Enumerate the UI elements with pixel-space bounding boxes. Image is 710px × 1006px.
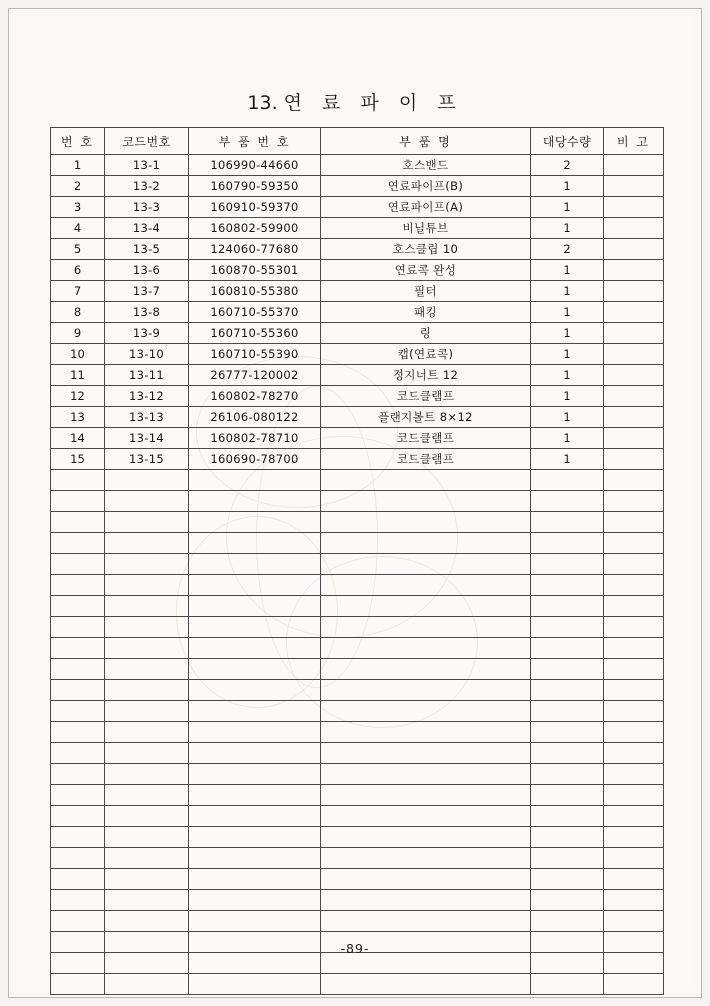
empty-cell <box>189 974 321 995</box>
cell-no: 10 <box>51 344 105 365</box>
cell-part: 160802-78710 <box>189 428 321 449</box>
table-row-empty <box>51 911 664 932</box>
empty-cell <box>531 869 604 890</box>
empty-cell <box>604 575 664 596</box>
empty-cell <box>105 554 189 575</box>
empty-cell <box>189 848 321 869</box>
empty-cell <box>604 743 664 764</box>
cell-name: 링 <box>321 323 531 344</box>
cell-no: 6 <box>51 260 105 281</box>
empty-cell <box>321 638 531 659</box>
cell-remark <box>604 176 664 197</box>
empty-cell <box>321 533 531 554</box>
cell-no: 13 <box>51 407 105 428</box>
empty-cell <box>531 491 604 512</box>
cell-name: 비닐튜브 <box>321 218 531 239</box>
empty-cell <box>604 512 664 533</box>
empty-cell <box>105 722 189 743</box>
table-row-empty <box>51 743 664 764</box>
cell-no: 9 <box>51 323 105 344</box>
cell-part: 26777-120002 <box>189 365 321 386</box>
cell-code: 13-9 <box>105 323 189 344</box>
empty-cell <box>531 722 604 743</box>
empty-cell <box>105 638 189 659</box>
cell-remark <box>604 365 664 386</box>
empty-cell <box>604 848 664 869</box>
empty-cell <box>604 827 664 848</box>
empty-cell <box>51 554 105 575</box>
cell-code: 13-4 <box>105 218 189 239</box>
empty-cell <box>604 890 664 911</box>
cell-remark <box>604 407 664 428</box>
cell-name: 연료콕 완성 <box>321 260 531 281</box>
cell-qty: 1 <box>531 281 604 302</box>
empty-cell <box>189 701 321 722</box>
column-header-remark: 비 고 <box>604 128 664 155</box>
empty-cell <box>105 470 189 491</box>
empty-cell <box>531 806 604 827</box>
empty-cell <box>531 533 604 554</box>
empty-cell <box>531 680 604 701</box>
empty-cell <box>51 638 105 659</box>
cell-code: 13-8 <box>105 302 189 323</box>
table-row-empty <box>51 785 664 806</box>
empty-cell <box>321 680 531 701</box>
empty-cell <box>189 512 321 533</box>
empty-cell <box>321 470 531 491</box>
cell-part: 26106-080122 <box>189 407 321 428</box>
cell-part: 160870-55301 <box>189 260 321 281</box>
empty-cell <box>189 491 321 512</box>
empty-cell <box>189 785 321 806</box>
cell-qty: 1 <box>531 260 604 281</box>
cell-remark <box>604 386 664 407</box>
empty-cell <box>189 638 321 659</box>
empty-cell <box>189 890 321 911</box>
table-row <box>51 449 664 470</box>
empty-cell <box>604 680 664 701</box>
table-row-empty <box>51 890 664 911</box>
empty-cell <box>531 512 604 533</box>
table-row-empty <box>51 764 664 785</box>
empty-cell <box>531 617 604 638</box>
empty-cell <box>105 848 189 869</box>
empty-cell <box>321 848 531 869</box>
cell-no: 2 <box>51 176 105 197</box>
cell-name: 호스밴드 <box>321 155 531 176</box>
empty-cell <box>604 617 664 638</box>
cell-part: 160802-78270 <box>189 386 321 407</box>
empty-cell <box>321 785 531 806</box>
empty-cell <box>604 596 664 617</box>
empty-cell <box>189 575 321 596</box>
empty-cell <box>321 869 531 890</box>
cell-code: 13-10 <box>105 344 189 365</box>
empty-cell <box>321 512 531 533</box>
empty-cell <box>189 827 321 848</box>
cell-part: 160710-55390 <box>189 344 321 365</box>
empty-cell <box>189 722 321 743</box>
empty-cell <box>321 659 531 680</box>
table-row-empty <box>51 680 664 701</box>
empty-cell <box>531 911 604 932</box>
cell-no: 7 <box>51 281 105 302</box>
cell-no: 11 <box>51 365 105 386</box>
cell-qty: 1 <box>531 176 604 197</box>
table-row-empty <box>51 848 664 869</box>
cell-qty: 1 <box>531 449 604 470</box>
cell-no: 1 <box>51 155 105 176</box>
cell-name: 연료파이프(A) <box>321 197 531 218</box>
cell-code: 13-6 <box>105 260 189 281</box>
empty-cell <box>321 596 531 617</box>
cell-part: 160910-59370 <box>189 197 321 218</box>
empty-cell <box>531 890 604 911</box>
empty-cell <box>531 848 604 869</box>
empty-cell <box>321 491 531 512</box>
empty-cell <box>531 785 604 806</box>
table-row <box>51 302 664 323</box>
cell-remark <box>604 197 664 218</box>
table-row-empty <box>51 722 664 743</box>
cell-code: 13-13 <box>105 407 189 428</box>
empty-cell <box>105 659 189 680</box>
empty-cell <box>604 533 664 554</box>
empty-cell <box>189 869 321 890</box>
empty-cell <box>51 470 105 491</box>
empty-cell <box>51 575 105 596</box>
table-row-empty <box>51 596 664 617</box>
empty-cell <box>51 533 105 554</box>
table-row-empty <box>51 617 664 638</box>
column-header-code: 코드번호 <box>105 128 189 155</box>
empty-cell <box>51 785 105 806</box>
empty-cell <box>531 701 604 722</box>
column-header-part-name: 부 품 명 <box>321 128 531 155</box>
empty-cell <box>321 911 531 932</box>
table-row <box>51 239 664 260</box>
empty-cell <box>531 638 604 659</box>
cell-qty: 1 <box>531 407 604 428</box>
cell-remark <box>604 155 664 176</box>
cell-code: 13-1 <box>105 155 189 176</box>
cell-name: 코드클램프 <box>321 449 531 470</box>
table-row <box>51 260 664 281</box>
empty-cell <box>189 596 321 617</box>
empty-cell <box>51 869 105 890</box>
cell-code: 13-7 <box>105 281 189 302</box>
empty-cell <box>105 911 189 932</box>
empty-cell <box>604 869 664 890</box>
empty-cell <box>51 806 105 827</box>
empty-cell <box>321 701 531 722</box>
table-row <box>51 365 664 386</box>
cell-part: 124060-77680 <box>189 239 321 260</box>
table-row <box>51 407 664 428</box>
empty-cell <box>105 680 189 701</box>
table-row-empty <box>51 701 664 722</box>
cell-remark <box>604 323 664 344</box>
empty-cell <box>604 974 664 995</box>
empty-cell <box>51 911 105 932</box>
cell-name: 패킹 <box>321 302 531 323</box>
empty-cell <box>105 890 189 911</box>
empty-cell <box>531 764 604 785</box>
parts-table-body <box>51 155 664 995</box>
cell-name: 코드클램프 <box>321 386 531 407</box>
empty-cell <box>531 470 604 491</box>
cell-qty: 1 <box>531 365 604 386</box>
empty-cell <box>189 911 321 932</box>
empty-cell <box>604 701 664 722</box>
empty-cell <box>189 533 321 554</box>
empty-cell <box>321 890 531 911</box>
cell-no: 3 <box>51 197 105 218</box>
table-row <box>51 386 664 407</box>
empty-cell <box>105 575 189 596</box>
empty-cell <box>531 596 604 617</box>
empty-cell <box>321 617 531 638</box>
cell-no: 5 <box>51 239 105 260</box>
cell-remark <box>604 449 664 470</box>
page-title-text: 연 료 파 이 프 <box>283 92 463 114</box>
cell-code: 13-11 <box>105 365 189 386</box>
empty-cell <box>604 554 664 575</box>
cell-no: 8 <box>51 302 105 323</box>
empty-cell <box>51 848 105 869</box>
empty-cell <box>604 806 664 827</box>
parts-table-head <box>51 128 664 155</box>
empty-cell <box>321 974 531 995</box>
empty-cell <box>51 764 105 785</box>
column-header-part-number: 부 품 번 호 <box>189 128 321 155</box>
cell-part: 160710-55370 <box>189 302 321 323</box>
empty-cell <box>105 869 189 890</box>
cell-remark <box>604 302 664 323</box>
cell-name: 코드클램프 <box>321 428 531 449</box>
cell-qty: 1 <box>531 344 604 365</box>
cell-code: 13-14 <box>105 428 189 449</box>
cell-name: 캡(연료콕) <box>321 344 531 365</box>
empty-cell <box>51 680 105 701</box>
empty-cell <box>321 764 531 785</box>
empty-cell <box>51 596 105 617</box>
empty-cell <box>189 680 321 701</box>
column-header-no: 번 호 <box>51 128 105 155</box>
table-row <box>51 218 664 239</box>
cell-code: 13-15 <box>105 449 189 470</box>
empty-cell <box>189 554 321 575</box>
empty-cell <box>51 743 105 764</box>
empty-cell <box>105 596 189 617</box>
empty-cell <box>604 638 664 659</box>
empty-cell <box>105 617 189 638</box>
page-footer-number: -89- <box>340 941 370 956</box>
empty-cell <box>51 890 105 911</box>
table-row <box>51 344 664 365</box>
empty-cell <box>321 743 531 764</box>
table-row-empty <box>51 512 664 533</box>
table-row-empty <box>51 554 664 575</box>
cell-no: 14 <box>51 428 105 449</box>
cell-code: 13-12 <box>105 386 189 407</box>
empty-cell <box>604 659 664 680</box>
empty-cell <box>105 785 189 806</box>
empty-cell <box>531 554 604 575</box>
table-row-empty <box>51 806 664 827</box>
empty-cell <box>189 470 321 491</box>
empty-cell <box>321 827 531 848</box>
table-row-empty <box>51 869 664 890</box>
empty-cell <box>531 974 604 995</box>
table-row <box>51 281 664 302</box>
cell-part: 106990-44660 <box>189 155 321 176</box>
empty-cell <box>189 659 321 680</box>
table-row <box>51 428 664 449</box>
empty-cell <box>51 659 105 680</box>
cell-part: 160802-59900 <box>189 218 321 239</box>
cell-remark <box>604 281 664 302</box>
empty-cell <box>51 491 105 512</box>
page-sheet <box>16 16 694 990</box>
cell-part: 160810-55380 <box>189 281 321 302</box>
cell-qty: 2 <box>531 239 604 260</box>
empty-cell <box>189 764 321 785</box>
page-title <box>16 88 694 115</box>
empty-cell <box>105 827 189 848</box>
table-row-empty <box>51 575 664 596</box>
empty-cell <box>105 974 189 995</box>
empty-cell <box>189 806 321 827</box>
cell-remark <box>604 239 664 260</box>
table-row-empty <box>51 827 664 848</box>
empty-cell <box>189 743 321 764</box>
cell-remark <box>604 344 664 365</box>
table-row-empty <box>51 659 664 680</box>
cell-name: 연료파이프(B) <box>321 176 531 197</box>
empty-cell <box>531 743 604 764</box>
table-row-empty <box>51 491 664 512</box>
empty-cell <box>531 827 604 848</box>
table-row-empty <box>51 638 664 659</box>
cell-name: 필터 <box>321 281 531 302</box>
cell-qty: 2 <box>531 155 604 176</box>
empty-cell <box>604 764 664 785</box>
empty-cell <box>604 491 664 512</box>
cell-qty: 1 <box>531 386 604 407</box>
table-row <box>51 197 664 218</box>
cell-name: 호스클립 10 <box>321 239 531 260</box>
empty-cell <box>604 785 664 806</box>
empty-cell <box>604 722 664 743</box>
empty-cell <box>51 722 105 743</box>
empty-cell <box>105 512 189 533</box>
empty-cell <box>105 743 189 764</box>
empty-cell <box>105 491 189 512</box>
empty-cell <box>105 764 189 785</box>
cell-code: 13-3 <box>105 197 189 218</box>
table-row <box>51 323 664 344</box>
empty-cell <box>321 575 531 596</box>
cell-part: 160790-59350 <box>189 176 321 197</box>
empty-cell <box>321 806 531 827</box>
cell-remark <box>604 218 664 239</box>
cell-qty: 1 <box>531 302 604 323</box>
cell-qty: 1 <box>531 197 604 218</box>
cell-part: 160710-55360 <box>189 323 321 344</box>
empty-cell <box>51 512 105 533</box>
empty-cell <box>321 722 531 743</box>
cell-no: 12 <box>51 386 105 407</box>
table-row-empty <box>51 470 664 491</box>
parts-table <box>50 127 664 995</box>
empty-cell <box>604 911 664 932</box>
empty-cell <box>105 701 189 722</box>
empty-cell <box>51 974 105 995</box>
table-row-empty <box>51 974 664 995</box>
cell-no: 15 <box>51 449 105 470</box>
empty-cell <box>531 659 604 680</box>
cell-qty: 1 <box>531 218 604 239</box>
empty-cell <box>51 701 105 722</box>
empty-cell <box>189 617 321 638</box>
cell-no: 4 <box>51 218 105 239</box>
table-header-row <box>51 128 664 155</box>
cell-qty: 1 <box>531 323 604 344</box>
table-row-empty <box>51 533 664 554</box>
table-row <box>51 155 664 176</box>
empty-cell <box>321 554 531 575</box>
cell-code: 13-5 <box>105 239 189 260</box>
empty-cell <box>105 533 189 554</box>
cell-name: 플랜지볼트 8×12 <box>321 407 531 428</box>
cell-remark <box>604 428 664 449</box>
table-row <box>51 176 664 197</box>
cell-code: 13-2 <box>105 176 189 197</box>
cell-qty: 1 <box>531 428 604 449</box>
cell-name: 정지너트 12 <box>321 365 531 386</box>
cell-part: 160690-78700 <box>189 449 321 470</box>
empty-cell <box>105 806 189 827</box>
empty-cell <box>51 827 105 848</box>
page-title-number: 13. <box>247 92 278 114</box>
column-header-qty: 대당수량 <box>531 128 604 155</box>
empty-cell <box>51 617 105 638</box>
cell-remark <box>604 260 664 281</box>
empty-cell <box>604 470 664 491</box>
empty-cell <box>531 575 604 596</box>
